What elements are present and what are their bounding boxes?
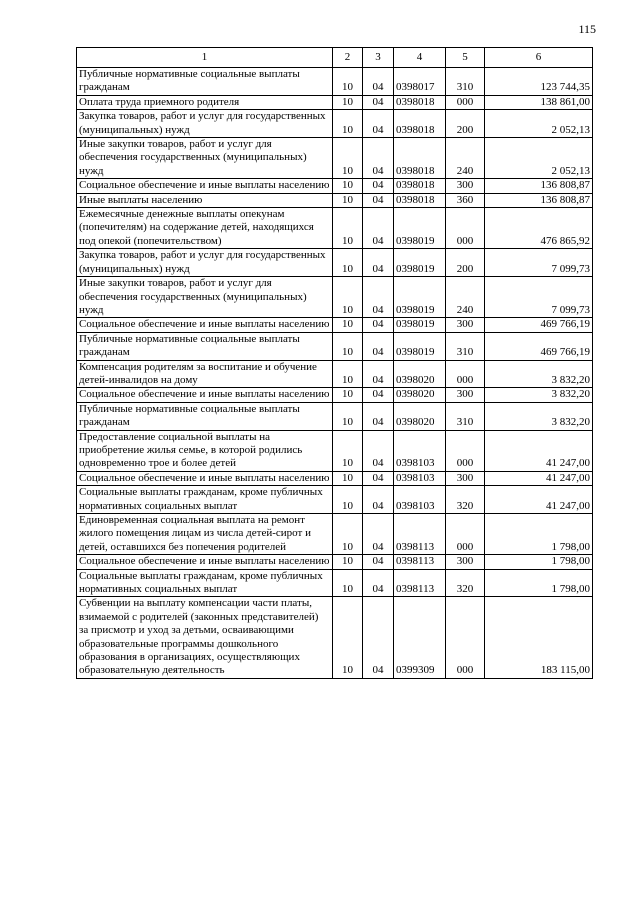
row-name-cell: Иные выплаты населению: [77, 193, 333, 207]
page-number: 115: [578, 22, 596, 36]
row-name-cell: Иные закупки товаров, работ и услуг для обеспечения государственных (муниципальных) нужд: [77, 277, 333, 318]
subsection-code-cell: 04: [363, 68, 394, 96]
amount-cell: 469 766,19: [485, 332, 593, 360]
amount-cell: 3 832,20: [485, 360, 593, 388]
table-row: [77, 208, 593, 249]
section-code-cell: 10: [333, 193, 363, 207]
subsection-code-cell: 04: [363, 249, 394, 277]
subsection-code-cell: 04: [363, 179, 394, 193]
expense-type-cell: 320: [446, 569, 485, 597]
table-row: [77, 360, 593, 388]
expense-type-cell: 320: [446, 486, 485, 514]
row-name-cell: Социальное обеспечение и иные выплаты населению: [77, 318, 333, 332]
subsection-code-cell: 04: [363, 597, 394, 678]
amount-cell: 1 798,00: [485, 569, 593, 597]
target-item-cell: 0398018: [394, 110, 446, 138]
amount-cell: 41 247,00: [485, 430, 593, 471]
row-name-cell: Социальное обеспечение и иные выплаты населению: [77, 179, 333, 193]
row-name-cell: Закупка товаров, работ и услуг для государственных (муниципальных) нужд: [77, 249, 333, 277]
expense-type-cell: 240: [446, 277, 485, 318]
subsection-code-cell: 04: [363, 388, 394, 402]
section-code-cell: 10: [333, 208, 363, 249]
expense-type-cell: 300: [446, 388, 485, 402]
target-item-cell: 0398113: [394, 555, 446, 569]
table-row: [77, 68, 593, 96]
section-code-cell: 10: [333, 249, 363, 277]
expense-type-cell: 310: [446, 332, 485, 360]
section-code-cell: 10: [333, 360, 363, 388]
amount-cell: 183 115,00: [485, 597, 593, 678]
header-cell: 3: [363, 48, 394, 68]
row-name-cell: Субвенции на выплату компенсации части платы, взимаемой с родителей (законных представителей) за присмотр и уход за детьми, осваивающими образовательные программы дошкольного образования в организациях, осуществляющих образовательную деятельность: [77, 597, 333, 678]
amount-cell: 123 744,35: [485, 68, 593, 96]
expense-type-cell: 300: [446, 179, 485, 193]
expense-type-cell: 300: [446, 555, 485, 569]
table-row: [77, 569, 593, 597]
row-name-cell: Социальные выплаты гражданам, кроме публичных нормативных социальных выплат: [77, 486, 333, 514]
amount-cell: 3 832,20: [485, 402, 593, 430]
amount-cell: 1 798,00: [485, 555, 593, 569]
table-row: [77, 332, 593, 360]
amount-cell: 138 861,00: [485, 95, 593, 109]
section-code-cell: 10: [333, 138, 363, 179]
expense-type-cell: 000: [446, 95, 485, 109]
amount-cell: 136 808,87: [485, 179, 593, 193]
target-item-cell: 0398103: [394, 471, 446, 485]
section-code-cell: 10: [333, 332, 363, 360]
table-body: [77, 68, 593, 679]
amount-cell: 476 865,92: [485, 208, 593, 249]
subsection-code-cell: 04: [363, 208, 394, 249]
subsection-code-cell: 04: [363, 277, 394, 318]
target-item-cell: 0398020: [394, 402, 446, 430]
table-row: [77, 402, 593, 430]
table-row: [77, 514, 593, 555]
amount-cell: 7 099,73: [485, 249, 593, 277]
header-cell: 6: [485, 48, 593, 68]
row-name-cell: Ежемесячные денежные выплаты опекунам (попечителям) на содержание детей, находящихся под опекой (попечительством): [77, 208, 333, 249]
header-cell: 2: [333, 48, 363, 68]
subsection-code-cell: 04: [363, 360, 394, 388]
section-code-cell: 10: [333, 569, 363, 597]
section-code-cell: 10: [333, 471, 363, 485]
target-item-cell: 0398113: [394, 569, 446, 597]
subsection-code-cell: 04: [363, 430, 394, 471]
subsection-code-cell: 04: [363, 318, 394, 332]
subsection-code-cell: 04: [363, 110, 394, 138]
section-code-cell: 10: [333, 68, 363, 96]
expense-type-cell: 200: [446, 249, 485, 277]
subsection-code-cell: 04: [363, 514, 394, 555]
table-row: [77, 471, 593, 485]
row-name-cell: Публичные нормативные социальные выплаты гражданам: [77, 402, 333, 430]
amount-cell: 3 832,20: [485, 388, 593, 402]
table-row: [77, 597, 593, 678]
target-item-cell: 0398020: [394, 388, 446, 402]
subsection-code-cell: 04: [363, 193, 394, 207]
section-code-cell: 10: [333, 277, 363, 318]
section-code-cell: 10: [333, 597, 363, 678]
row-name-cell: Закупка товаров, работ и услуг для государственных (муниципальных) нужд: [77, 110, 333, 138]
table-row: [77, 318, 593, 332]
amount-cell: 2 052,13: [485, 110, 593, 138]
row-name-cell: Социальное обеспечение и иные выплаты населению: [77, 471, 333, 485]
table-row: [77, 388, 593, 402]
header-cell: 5: [446, 48, 485, 68]
row-name-cell: Оплата труда приемного родителя: [77, 95, 333, 109]
subsection-code-cell: 04: [363, 402, 394, 430]
row-name-cell: Публичные нормативные социальные выплаты гражданам: [77, 332, 333, 360]
subsection-code-cell: 04: [363, 486, 394, 514]
amount-cell: 469 766,19: [485, 318, 593, 332]
target-item-cell: 0398019: [394, 249, 446, 277]
target-item-cell: 0398017: [394, 68, 446, 96]
row-name-cell: Социальное обеспечение и иные выплаты населению: [77, 555, 333, 569]
target-item-cell: 0398018: [394, 179, 446, 193]
header-cell: 1: [77, 48, 333, 68]
expense-type-cell: 200: [446, 110, 485, 138]
section-code-cell: 10: [333, 402, 363, 430]
target-item-cell: 0398020: [394, 360, 446, 388]
expense-type-cell: 300: [446, 471, 485, 485]
amount-cell: 41 247,00: [485, 486, 593, 514]
amount-cell: 2 052,13: [485, 138, 593, 179]
target-item-cell: 0398019: [394, 277, 446, 318]
section-code-cell: 10: [333, 179, 363, 193]
section-code-cell: 10: [333, 514, 363, 555]
section-code-cell: 10: [333, 95, 363, 109]
expense-type-cell: 310: [446, 402, 485, 430]
row-name-cell: Публичные нормативные социальные выплаты гражданам: [77, 68, 333, 96]
row-name-cell: Социальное обеспечение и иные выплаты населению: [77, 388, 333, 402]
row-name-cell: Компенсация родителям за воспитание и обучение детей-инвалидов на дому: [77, 360, 333, 388]
expense-type-cell: 240: [446, 138, 485, 179]
subsection-code-cell: 04: [363, 555, 394, 569]
row-name-cell: Иные закупки товаров, работ и услуг для обеспечения государственных (муниципальных) нужд: [77, 138, 333, 179]
subsection-code-cell: 04: [363, 95, 394, 109]
table-row: [77, 138, 593, 179]
target-item-cell: 0398103: [394, 430, 446, 471]
table-row: [77, 179, 593, 193]
target-item-cell: 0398103: [394, 486, 446, 514]
expense-type-cell: 000: [446, 208, 485, 249]
amount-cell: 41 247,00: [485, 471, 593, 485]
row-name-cell: Социальные выплаты гражданам, кроме публичных нормативных социальных выплат: [77, 569, 333, 597]
amount-cell: 136 808,87: [485, 193, 593, 207]
target-item-cell: 0398019: [394, 332, 446, 360]
expense-type-cell: 300: [446, 318, 485, 332]
budget-table: [76, 47, 593, 679]
amount-cell: 7 099,73: [485, 277, 593, 318]
expense-type-cell: 000: [446, 514, 485, 555]
header-row: [77, 48, 593, 68]
amount-cell: 1 798,00: [485, 514, 593, 555]
target-item-cell: 0398019: [394, 318, 446, 332]
expense-type-cell: 000: [446, 430, 485, 471]
table-row: [77, 555, 593, 569]
section-code-cell: 10: [333, 430, 363, 471]
expense-type-cell: 000: [446, 597, 485, 678]
subsection-code-cell: 04: [363, 332, 394, 360]
section-code-cell: 10: [333, 318, 363, 332]
expense-type-cell: 000: [446, 360, 485, 388]
table-row: [77, 95, 593, 109]
row-name-cell: Предоставление социальной выплаты на приобретение жилья семье, в которой родились одновременно трое и более детей: [77, 430, 333, 471]
target-item-cell: 0398018: [394, 138, 446, 179]
row-name-cell: Единовременная социальная выплата на ремонт жилого помещения лицам из числа детей-сирот и детей, оставшихся без попечения родителей: [77, 514, 333, 555]
table-row: [77, 277, 593, 318]
subsection-code-cell: 04: [363, 471, 394, 485]
table-row: [77, 486, 593, 514]
target-item-cell: 0398018: [394, 193, 446, 207]
section-code-cell: 10: [333, 486, 363, 514]
table-row: [77, 249, 593, 277]
table-row: [77, 110, 593, 138]
section-code-cell: 10: [333, 388, 363, 402]
section-code-cell: 10: [333, 110, 363, 138]
target-item-cell: 0398113: [394, 514, 446, 555]
table-row: [77, 430, 593, 471]
header-cell: 4: [394, 48, 446, 68]
table-row: [77, 193, 593, 207]
expense-type-cell: 310: [446, 68, 485, 96]
expense-type-cell: 360: [446, 193, 485, 207]
subsection-code-cell: 04: [363, 138, 394, 179]
section-code-cell: 10: [333, 555, 363, 569]
target-item-cell: 0398019: [394, 208, 446, 249]
subsection-code-cell: 04: [363, 569, 394, 597]
target-item-cell: 0398018: [394, 95, 446, 109]
target-item-cell: 0399309: [394, 597, 446, 678]
